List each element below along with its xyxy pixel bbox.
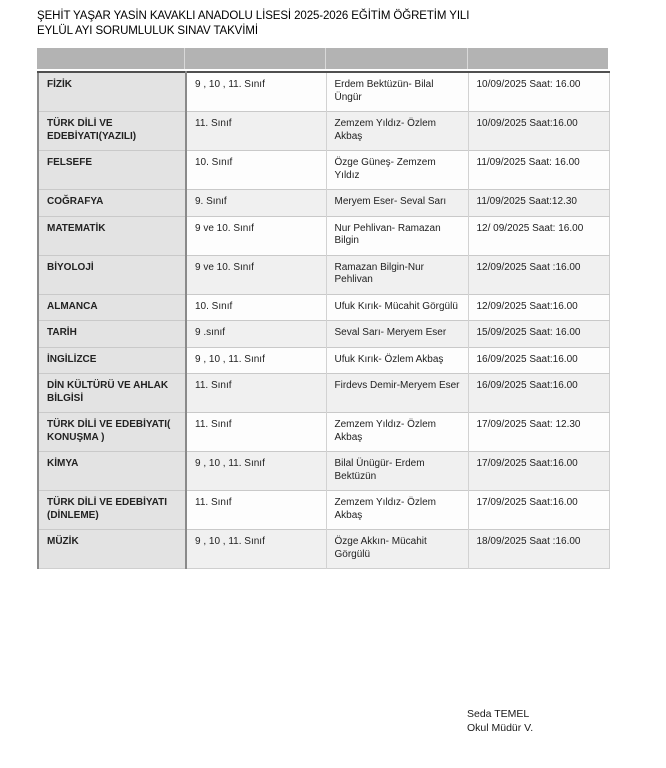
header-cell — [468, 48, 608, 69]
exam-schedule-table — [37, 48, 608, 569]
subject-cell: COĞRAFYA — [38, 190, 186, 217]
table-row — [38, 413, 609, 452]
datetime-cell: 16/09/2025 Saat:16.00 — [468, 347, 609, 374]
grade-cell: 11. Sınıf — [186, 413, 326, 452]
grade-cell: 9 , 10 , 11. Sınıf — [186, 530, 326, 569]
grade-cell: 10. Sınıf — [186, 151, 326, 190]
teachers-cell: Ufuk Kırık- Mücahit Görgülü — [326, 294, 468, 321]
table-row — [38, 112, 609, 151]
schedule-table — [37, 71, 610, 569]
datetime-cell: 10/09/2025 Saat: 16.00 — [468, 72, 609, 112]
grade-cell: 9 , 10 , 11. Sınıf — [186, 452, 326, 491]
subject-cell: MATEMATİK — [38, 216, 186, 255]
grade-cell: 9 , 10 , 11. Sınıf — [186, 347, 326, 374]
teachers-cell: Ufuk Kırık- Özlem Akbaş — [326, 347, 468, 374]
grade-cell: 11. Sınıf — [186, 491, 326, 530]
datetime-cell: 12/09/2025 Saat :16.00 — [468, 255, 609, 294]
grade-cell: 10. Sınıf — [186, 294, 326, 321]
teachers-cell: Erdem Bektüzün- Bilal Üngür — [326, 72, 468, 112]
grade-cell: 11. Sınıf — [186, 374, 326, 413]
table-row — [38, 347, 609, 374]
teachers-cell: Ramazan Bilgin-Nur Pehlivan — [326, 255, 468, 294]
page-title-line1: ŞEHİT YAŞAR YASİN KAVAKLI ANADOLU LİSESİ 2025-2026 EĞİTİM ÖĞRETİM YILI — [37, 10, 470, 22]
teachers-cell: Zemzem Yıldız- Özlem Akbaş — [326, 413, 468, 452]
subject-cell: TÜRK DİLİ VE EDEBİYATI(YAZILI) — [38, 112, 186, 151]
header-cell — [185, 48, 325, 69]
table-row — [38, 72, 609, 112]
subject-cell: DİN KÜLTÜRÜ VE AHLAK BİLGİSİ — [38, 374, 186, 413]
table-row — [38, 530, 609, 569]
teachers-cell: Firdevs Demir-Meryem Eser — [326, 374, 468, 413]
subject-cell: BİYOLOJİ — [38, 255, 186, 294]
subject-cell: TARİH — [38, 321, 186, 348]
datetime-cell: 17/09/2025 Saat: 12.30 — [468, 413, 609, 452]
grade-cell: 11. Sınıf — [186, 112, 326, 151]
teachers-cell: Zemzem Yıldız- Özlem Akbaş — [326, 491, 468, 530]
subject-cell: TÜRK DİLİ VE EDEBİYATI (DİNLEME) — [38, 491, 186, 530]
grade-cell: 9 , 10 , 11. Sınıf — [186, 72, 326, 112]
datetime-cell: 16/09/2025 Saat:16.00 — [468, 374, 609, 413]
page-title — [37, 9, 637, 39]
teachers-cell: Meryem Eser- Seval Sarı — [326, 190, 468, 217]
datetime-cell: 17/09/2025 Saat:16.00 — [468, 491, 609, 530]
table-row — [38, 255, 609, 294]
datetime-cell: 11/09/2025 Saat: 16.00 — [468, 151, 609, 190]
signature-role: Okul Müdür V. — [467, 722, 534, 734]
datetime-cell: 15/09/2025 Saat: 16.00 — [468, 321, 609, 348]
page-title-line2: EYLÜL AYI SORUMLULUK SINAV TAKVİMİ — [37, 25, 258, 37]
signature-name: Seda TEMEL — [467, 708, 530, 720]
subject-cell: İNGİLİZCE — [38, 347, 186, 374]
table-header-row — [37, 48, 608, 69]
subject-cell: TÜRK DİLİ VE EDEBİYATI( KONUŞMA ) — [38, 413, 186, 452]
teachers-cell: Zemzem Yıldız- Özlem Akbaş — [326, 112, 468, 151]
table-row — [38, 452, 609, 491]
table-row — [38, 491, 609, 530]
table-row — [38, 151, 609, 190]
table-row — [38, 321, 609, 348]
teachers-cell: Nur Pehlivan- Ramazan Bilgin — [326, 216, 468, 255]
datetime-cell: 10/09/2025 Saat:16.00 — [468, 112, 609, 151]
grade-cell: 9 ve 10. Sınıf — [186, 255, 326, 294]
subject-cell: FİZİK — [38, 72, 186, 112]
subject-cell: ALMANCA — [38, 294, 186, 321]
table-row — [38, 374, 609, 413]
teachers-cell: Bilal Ünügür- Erdem Bektüzün — [326, 452, 468, 491]
teachers-cell: Seval Sarı- Meryem Eser — [326, 321, 468, 348]
table-row — [38, 294, 609, 321]
table-row — [38, 190, 609, 217]
grade-cell: 9 .sınıf — [186, 321, 326, 348]
datetime-cell: 18/09/2025 Saat :16.00 — [468, 530, 609, 569]
teachers-cell: Özge Akkın- Mücahit Görgülü — [326, 530, 468, 569]
subject-cell: MÜZİK — [38, 530, 186, 569]
datetime-cell: 12/ 09/2025 Saat: 16.00 — [468, 216, 609, 255]
signature-block — [467, 707, 533, 735]
subject-cell: FELSEFE — [38, 151, 186, 190]
header-cell — [37, 48, 184, 69]
table-row — [38, 216, 609, 255]
header-cell — [326, 48, 467, 69]
datetime-cell: 11/09/2025 Saat:12.30 — [468, 190, 609, 217]
grade-cell: 9. Sınıf — [186, 190, 326, 217]
datetime-cell: 17/09/2025 Saat:16.00 — [468, 452, 609, 491]
datetime-cell: 12/09/2025 Saat:16.00 — [468, 294, 609, 321]
subject-cell: KİMYA — [38, 452, 186, 491]
grade-cell: 9 ve 10. Sınıf — [186, 216, 326, 255]
teachers-cell: Özge Güneş- Zemzem Yıldız — [326, 151, 468, 190]
